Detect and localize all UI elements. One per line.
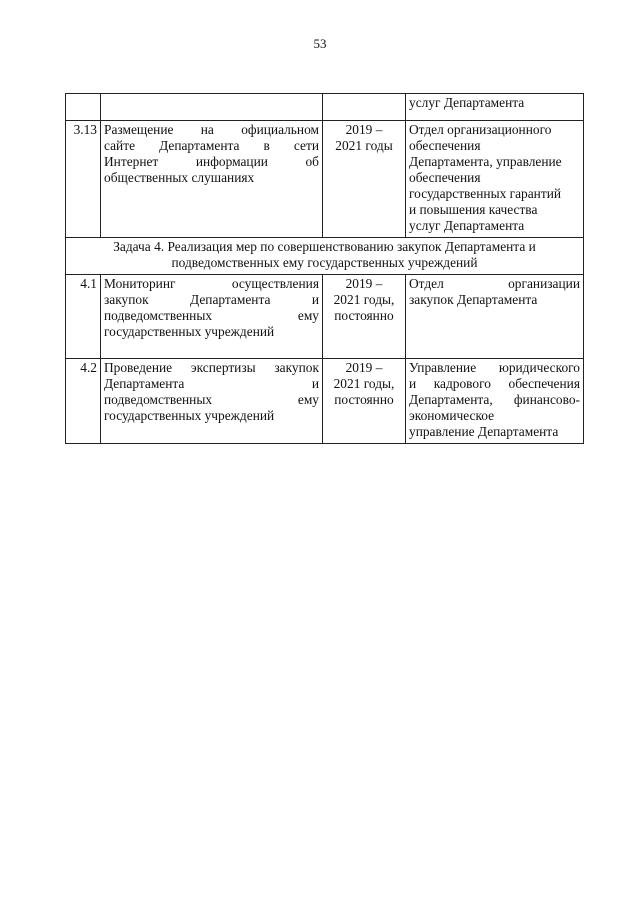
activity-line: общественных слушаниях [104,170,255,185]
table-row [66,94,584,121]
activity-line: подведомственных ему [104,308,319,323]
activity-line: государственных учреждений [104,408,275,423]
term-cell [323,121,406,238]
responsible-line: услуг Департамента [409,218,525,233]
responsible-line: Отдел организации [409,276,580,291]
responsible-cell [406,94,584,121]
term-cell [323,94,406,121]
activity-line: закупок Департамента и [104,292,319,307]
responsible-line: обеспечения [409,138,481,153]
term-cell [323,275,406,359]
responsible-line: Отдел организационного [409,122,552,137]
activity-line: подведомственных ему [104,392,319,407]
activity-line: Проведение экспертизы закупок [104,360,319,375]
responsible-cell [406,121,584,238]
activity-line: Размещение на официальном [104,122,319,137]
responsible-line: Управление юридического [409,360,580,375]
activity-line: Департамента и [104,376,319,391]
term-line: 2019 – [345,360,383,375]
responsible-line: и кадрового обеспечения [409,376,580,391]
table-row [66,121,584,238]
term-cell [323,359,406,444]
term-line: 2021 годы, [333,292,395,307]
row-number-cell [66,94,101,121]
activity-cell [101,94,323,121]
table-row [66,359,584,444]
responsible-line: государственных гарантий [409,186,562,201]
activity-cell [101,359,323,444]
task-header-row [66,238,584,275]
responsible-cell [406,359,584,444]
activity-line: Мониторинг осуществления [104,276,319,291]
responsible-line: закупок Департамента [409,292,538,307]
term-line: 2021 годы, [333,376,395,391]
task-heading [66,238,584,275]
row-number-cell: 4.1 [66,275,101,359]
responsible-cell [406,275,584,359]
responsible-line: и повышения качества [409,202,538,217]
term-line: постоянно [334,392,394,407]
row-number-cell: 3.13 [66,121,101,238]
term-line: постоянно [334,308,394,323]
term-line: 2019 – [345,276,383,291]
activity-line: Интернет информации об [104,154,319,169]
activity-cell [101,275,323,359]
responsible-line: Департамента, финансово- [409,392,580,407]
responsible-line: обеспечения [409,170,481,185]
responsible-line: экономическое [409,408,495,423]
responsible-line: Департамента, управление [409,154,562,169]
page-number: 53 [313,36,327,51]
activity-line: сайте Департамента в сети [104,138,319,153]
term-line: 2021 годы [335,138,393,153]
activity-line: государственных учреждений [104,324,275,339]
task-heading-line: Задача 4. Реализация мер по совершенствованию закупок Департамента и [113,239,536,254]
responsible-line: управление Департамента [409,424,559,439]
table-row [66,275,584,359]
task-heading-line: подведомственных ему государственных учреждений [171,255,478,270]
responsible-line: услуг Департамента [409,95,525,110]
activity-cell [101,121,323,238]
row-number-cell: 4.2 [66,359,101,444]
term-line: 2019 – [345,122,383,137]
measures-table [65,93,584,444]
